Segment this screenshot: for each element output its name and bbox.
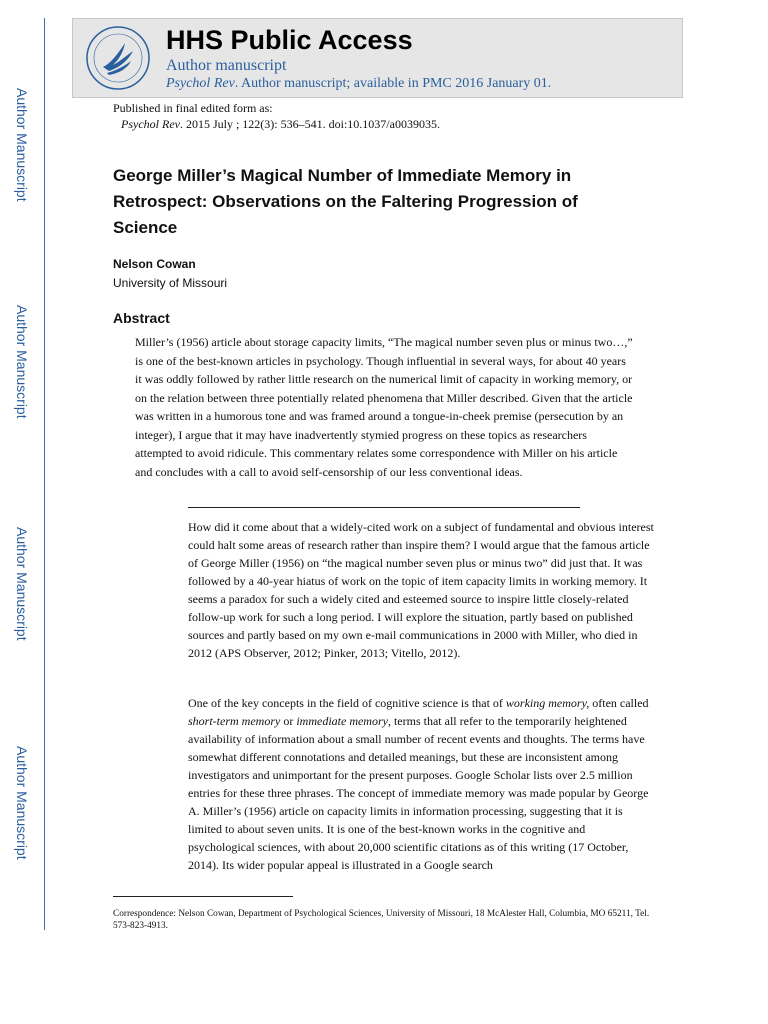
- abstract-text: Miller’s (1956) article about storage capacity limits, “The magical number seven plus or minus two…,” is one of the best-known articles in psychology. Though influential in several ways, for about 40 years it was oddly followed by rather little research on the numerical limit of capacity in working memory, or on the relation between three potentially related phenomena that Miller described. Given that the article was written in a humorous tone and was framed around a tongue-in-cheek premise (persecution by an integer), I argue that it may have inadvertently stymied progress on these topics as researchers attempted to avoid ridicule. This commentary relates some correspondence with Miller on his article and concludes with a call to avoid self-censorship of our less conventional ideas.: [135, 335, 633, 479]
- hhs-public-access-title: HHS Public Access: [166, 25, 413, 55]
- footnote-divider: [113, 896, 293, 897]
- sidebar-label-3: Author Manuscript: [14, 527, 30, 641]
- body-paragraph-2: One of the key concepts in the field of cognitive science is that of working memory, often called short-term memory or immediate memory, terms that all refer to the temporarily heightened availability of information about a small number of recent events and thoughts. The terms have somewhat different connotations and detailed meanings, but these are inconsistent among investigators and unimportant for the present purposes. Google Scholar lists over 2.5 million entries for these three phrases. The concept of immediate memory was made popular by George A. Miller’s (1956) article on capacity limits in information processing, suggesting that it is limited to about seven units. It is one of the best-known works in the cognitive and psychological sciences, with about 20,000 scientific citations as of this writing (17 October, 2014). Its wider popular appeal is illustrated in a Google search: [188, 696, 649, 872]
- paper-title: George Miller’s Magical Number of Immediate Memory in Retrospect: Observations on the Faltering Progression of Science: [113, 166, 578, 237]
- hhs-header-banner: [72, 18, 683, 98]
- published-form-label: Published in final edited form as:: [113, 101, 273, 115]
- sidebar-label-1: Author Manuscript: [14, 88, 30, 202]
- section-divider: [188, 507, 580, 508]
- body-paragraph-1: How did it come about that a widely-cited work on a subject of fundamental and obvious interest could halt some areas of research rather than inspire them? I would argue that the famous article of George Miller (1956) on “the magical number seven plus or minus two” did just that. It was followed by a 40-year hiatus of work on the topic of item capacity limits in working memory. It seems a paradox for such a widely cited and esteemed source to inspire little closely-related follow-up work for such a long period. I will explore the situation, partly based on published sources and partly based on my own e-mail communications in 2000 with Miller, who died in 2012 (APS Observer, 2012; Pinker, 2013; Vitello, 2012).: [188, 520, 654, 660]
- hhs-eagle-logo-icon: [85, 25, 151, 91]
- sidebar-label-2: Author Manuscript: [14, 305, 30, 419]
- correspondence-footnote: Correspondence: Nelson Cowan, Department of Psychological Sciences, University of Missouri, 18 McAlester Hall, Columbia, MO 65211, Tel. 573-823-4913.: [113, 909, 650, 931]
- citation-line: Psychol Rev. 2015 July ; 122(3): 536–541. doi:10.1037/a0039035.: [121, 117, 440, 131]
- abstract-heading: Abstract: [113, 310, 170, 326]
- sidebar-label-4: Author Manuscript: [14, 746, 30, 860]
- author-manuscript-label: Author manuscript: [166, 57, 287, 74]
- manuscript-availability: Psychol Rev. Author manuscript; available in PMC 2016 January 01.: [166, 76, 552, 91]
- sidebar-divider: [44, 18, 45, 930]
- author-affiliation: University of Missouri: [113, 276, 228, 290]
- author-name: Nelson Cowan: [113, 257, 196, 271]
